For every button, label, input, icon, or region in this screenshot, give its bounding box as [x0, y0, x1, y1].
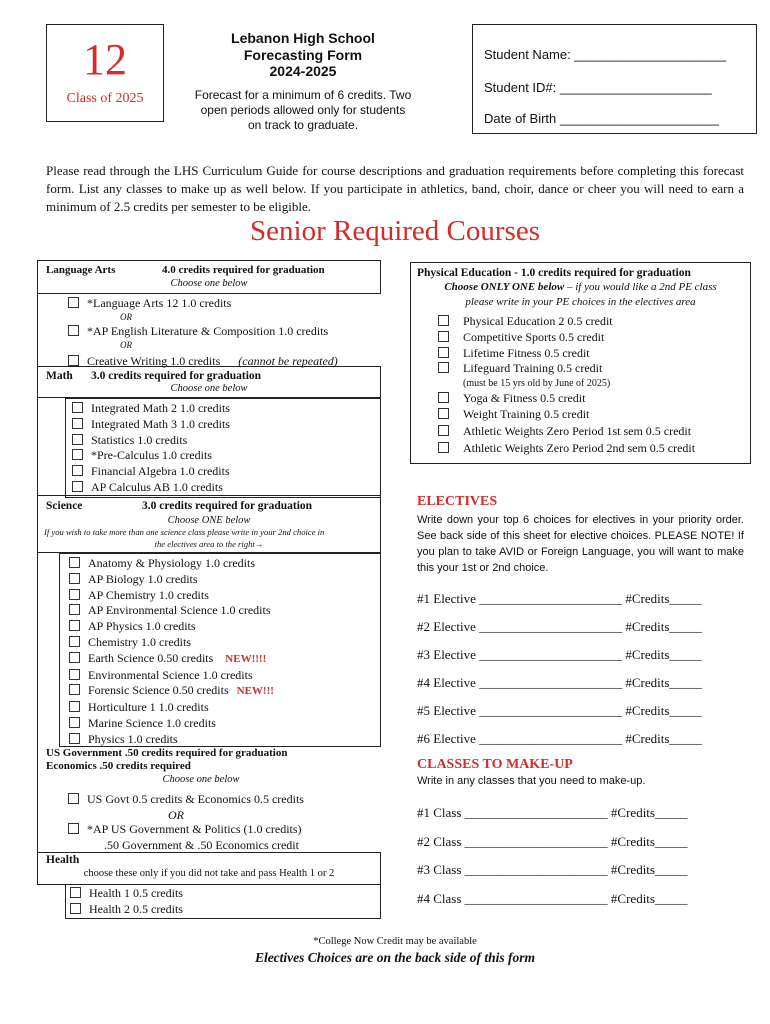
pe-option[interactable]: Lifetime Fitness 0.5 credit — [438, 346, 695, 362]
checkbox[interactable] — [72, 418, 83, 429]
math-option[interactable]: AP Calculus AB 1.0 credits — [66, 480, 380, 496]
math-option[interactable]: Integrated Math 3 1.0 credits — [66, 417, 380, 433]
government-req: US Government .50 credits required for graduation — [46, 747, 288, 759]
checkbox[interactable] — [69, 669, 80, 680]
science-option[interactable]: Environmental Science 1.0 credits — [60, 668, 380, 684]
math-option[interactable]: Integrated Math 2 1.0 credits — [66, 401, 380, 417]
science-option[interactable]: Anatomy & Physiology 1.0 credits — [60, 556, 380, 572]
pe-list — [438, 314, 695, 457]
health-title: Health — [46, 854, 80, 866]
science-option[interactable]: Chemistry 1.0 credits — [60, 635, 380, 651]
makeup-row[interactable]: #1 Class ______________________ #Credits_____ — [417, 805, 688, 820]
math-option[interactable]: Statistics 1.0 credits — [66, 433, 380, 449]
or-text: OR — [120, 311, 132, 322]
checkbox[interactable] — [68, 793, 79, 804]
language-arts-header — [37, 260, 381, 294]
math-title: Math — [46, 370, 73, 382]
or-text: OR — [168, 807, 184, 822]
checkbox[interactable] — [438, 315, 449, 326]
checkbox[interactable] — [69, 589, 80, 600]
checkbox[interactable] — [69, 733, 80, 744]
new-badge: NEW!!! — [236, 685, 274, 698]
pe-choose — [411, 281, 750, 293]
government-list — [68, 792, 378, 853]
makeup-title: CLASSES TO MAKE-UP — [417, 757, 573, 772]
math-req: 3.0 credits required for graduation — [91, 370, 262, 382]
science-option[interactable]: AP Environmental Science 1.0 credits — [60, 603, 380, 619]
pe-choose-rest: – if you would like a 2nd PE class — [564, 281, 717, 293]
pe-choose-bold: Choose ONLY ONE below — [444, 281, 565, 293]
math-option[interactable]: Financial Algebra 1.0 credits — [66, 464, 380, 480]
science-req: 3.0 credits required for graduation — [142, 500, 313, 512]
science-option[interactable]: Forensic Science 0.50 credits NEW!!! — [60, 683, 380, 700]
checkbox[interactable] — [438, 331, 449, 342]
intro-paragraph: Please read through the LHS Curriculum Guide for course descriptions and graduation requirements before completing this forecast form. List any classes to make up as well below. If you participate in athletics, band, choir, dance or cheer you will need to earn a minimum of 2.5 credits per semester to be eligible. — [46, 163, 744, 214]
science-option[interactable]: AP Biology 1.0 credits — [60, 572, 380, 588]
government-option[interactable]: US Govt 0.5 credits & Economics 0.5 credits — [68, 792, 378, 808]
school-name: Lebanon High School — [231, 30, 375, 46]
checkbox[interactable] — [70, 887, 81, 898]
checkbox[interactable] — [438, 392, 449, 403]
pe-option[interactable]: Physical Education 2 0.5 credit — [438, 314, 695, 330]
checkbox[interactable] — [438, 425, 449, 436]
student-info-box — [472, 24, 757, 134]
class-of: Class of 2025 — [66, 91, 144, 106]
pe-choose-2: please write in your PE choices in the electives area — [465, 296, 696, 308]
government-option[interactable]: *AP US Government & Politics (1.0 credits) — [68, 822, 378, 838]
elective-row[interactable]: #5 Elective ______________________ #Credits_____ — [417, 703, 702, 718]
checkbox[interactable] — [69, 557, 80, 568]
checkbox[interactable] — [68, 325, 79, 336]
checkbox[interactable] — [69, 717, 80, 728]
checkbox[interactable] — [70, 903, 81, 914]
class-box — [46, 24, 164, 122]
math-choose: Choose one below — [170, 383, 248, 394]
checkbox[interactable] — [72, 434, 83, 445]
makeup-row[interactable]: #4 Class ______________________ #Credits_____ — [417, 890, 688, 906]
language-arts-title: Language Arts — [46, 264, 116, 276]
form-name: Forecasting Form — [243, 46, 363, 63]
science-title: Science — [46, 500, 83, 512]
pe-title: Physical Education - 1.0 credits required for graduation — [417, 267, 691, 279]
elective-row[interactable]: #2 Elective ______________________ #Credits_____ — [417, 619, 702, 634]
student-name-field[interactable]: Student Name: _____________________ — [484, 47, 727, 62]
checkbox[interactable] — [69, 620, 80, 631]
checkbox[interactable] — [438, 442, 449, 453]
science-choose: Choose ONE below — [167, 515, 251, 526]
student-id-field[interactable]: Student ID#: _____________________ — [484, 80, 712, 95]
language-arts-list — [68, 296, 378, 369]
makeup-description: Write in any classes that you need to make-up. — [417, 775, 646, 787]
elective-row[interactable]: #4 Elective ______________________ #Credits_____ — [417, 675, 702, 690]
makeup-row[interactable]: #2 Class ______________________ #Credits_____ — [417, 833, 688, 849]
makeup-row[interactable]: #3 Class ______________________ #Credits_____ — [417, 862, 688, 877]
math-header — [37, 366, 381, 398]
language-arts-choose: Choose one below — [170, 278, 248, 289]
elective-row[interactable]: #3 Elective ______________________ #Credits_____ — [417, 647, 702, 662]
checkbox[interactable] — [72, 465, 83, 476]
science-header — [37, 495, 381, 553]
makeup-rows — [417, 805, 687, 919]
pe-option[interactable]: Athletic Weights Zero Period 2nd sem 0.5 credit — [438, 440, 695, 457]
pe-option[interactable]: Athletic Weights Zero Period 1st sem 0.5 credit — [438, 423, 695, 440]
pe-option[interactable]: Lifeguard Training 0.5 credit — [438, 361, 695, 377]
science-option[interactable]: Horticulture 1 1.0 credits — [60, 700, 380, 716]
math-list — [65, 398, 381, 498]
date-of-birth-field[interactable]: Date of Birth ______________________ — [484, 111, 719, 126]
grade-number: 12 — [83, 35, 127, 84]
checkbox[interactable] — [69, 573, 80, 584]
checkbox[interactable] — [72, 481, 83, 492]
checkbox[interactable] — [69, 604, 80, 615]
language-arts-option[interactable]: *AP English Literature & Composition 1.0 credits — [68, 324, 378, 340]
science-list — [59, 553, 381, 747]
checkbox[interactable] — [68, 355, 79, 366]
credit-note: Forecast for a minimum of 6 credits. Two open periods allowed only for students on track to graduate. — [194, 87, 412, 132]
new-badge: NEW!!!! — [225, 652, 267, 665]
electives-description: Write down your top 6 choices for electives in your priority order. See back side of this sheet for elective choices. PLEASE NOTE! If you plan to take AVID or Foreign Language, you will want to make this your 1st or 2nd choice. — [417, 514, 744, 574]
health-option[interactable]: Health 1 0.5 credits — [66, 886, 380, 902]
elective-row[interactable]: #6 Elective ______________________ #Credits_____ — [417, 731, 702, 746]
science-option[interactable]: Marine Science 1.0 credits — [60, 716, 380, 732]
government-choose: Choose one below — [162, 774, 240, 785]
language-arts-req: 4.0 credits required for graduation — [162, 264, 325, 276]
science-option[interactable]: Physics 1.0 credits — [60, 732, 380, 748]
government-option-detail: .50 Government & .50 Economics credit — [104, 837, 299, 852]
form-header — [185, 30, 421, 133]
electives-rows — [417, 591, 702, 759]
pe-age-note: (must be 15 yrs old by June of 2025) — [463, 378, 611, 390]
cannot-repeat-note: (cannot be repeated) — [238, 353, 338, 368]
checkbox[interactable] — [438, 408, 449, 419]
economics-req: Economics .50 credits required — [46, 760, 191, 772]
electives-back-note: Electives Choices are on the back side of this form — [254, 950, 536, 965]
science-option[interactable]: AP Chemistry 1.0 credits — [60, 588, 380, 604]
checkbox[interactable] — [68, 823, 79, 834]
science-note-line1: If you wish to take more than one science class please write in your 2nd choice in — [44, 527, 325, 537]
pe-box — [410, 262, 751, 464]
language-arts-option[interactable]: *Language Arts 12 1.0 credits — [68, 296, 378, 312]
checkbox[interactable] — [438, 362, 449, 373]
science-option[interactable]: Earth Science 0.50 credits NEW!!!! — [60, 651, 380, 668]
math-option[interactable]: *Pre-Calculus 1.0 credits — [66, 448, 380, 464]
checkbox[interactable] — [438, 347, 449, 358]
college-credit-note: *College Now Credit may be available — [313, 936, 477, 947]
language-arts-option[interactable]: Creative Writing 1.0 credits (cannot be repeated) — [68, 354, 378, 370]
health-header — [37, 852, 381, 885]
pe-option[interactable]: Yoga & Fitness 0.5 credit — [438, 391, 695, 407]
section-title: Senior Required Courses — [250, 215, 540, 247]
checkbox[interactable] — [69, 636, 80, 647]
electives-title: ELECTIVES — [417, 494, 498, 509]
health-option[interactable]: Health 2 0.5 credits — [66, 902, 380, 918]
checkbox[interactable] — [72, 402, 83, 413]
science-note-line2: the electives area to the right→ — [154, 539, 264, 549]
health-list — [65, 884, 381, 919]
pe-option[interactable]: Weight Training 0.5 credit — [438, 407, 695, 423]
elective-row[interactable]: #1 Elective ______________________ #Credits_____ — [417, 591, 702, 606]
or-text: OR — [120, 339, 132, 350]
health-note: choose these only if you did not take and pass Health 1 or 2 — [83, 868, 335, 879]
checkbox[interactable] — [72, 449, 83, 460]
checkbox[interactable] — [69, 684, 80, 695]
science-option[interactable]: AP Physics 1.0 credits — [60, 619, 380, 635]
checkbox[interactable] — [68, 297, 79, 308]
checkbox[interactable] — [69, 652, 80, 663]
checkbox[interactable] — [69, 701, 80, 712]
pe-option[interactable]: Competitive Sports 0.5 credit — [438, 330, 695, 346]
government-header — [46, 747, 376, 787]
left-column-border — [37, 292, 38, 852]
school-year: 2024-2025 — [269, 63, 337, 79]
